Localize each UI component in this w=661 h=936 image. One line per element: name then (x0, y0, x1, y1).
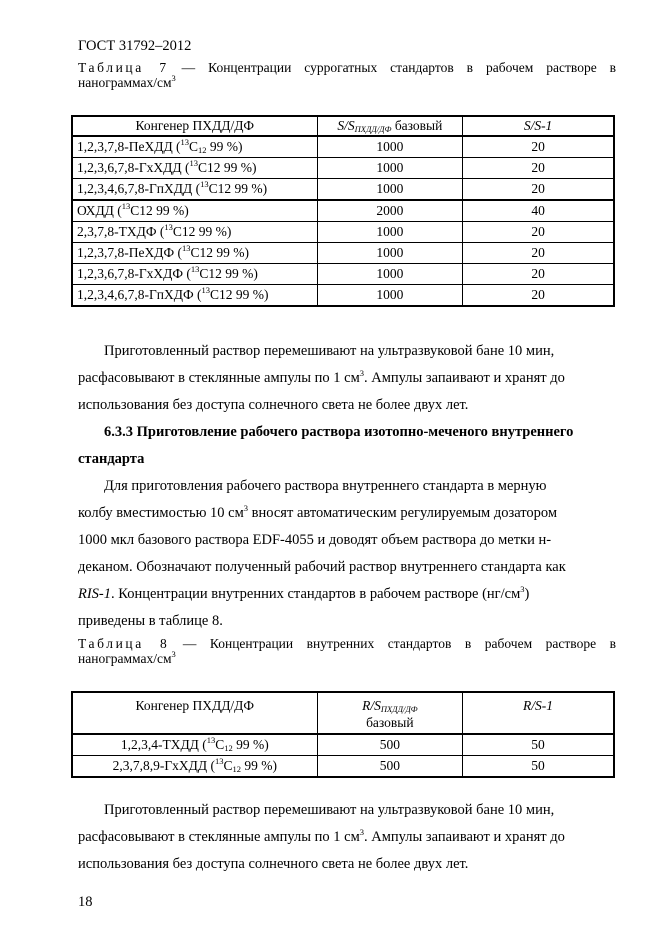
table7-caption-text: — Концентрации суррогатных стандартов в рабочем растворе в (181, 60, 617, 75)
table8-header-working: R/S-1 (463, 692, 614, 734)
text-line (78, 824, 615, 851)
congener-label: C12 99 %) (190, 245, 249, 260)
congener-cell (72, 264, 317, 285)
working-value: 50 (463, 734, 614, 756)
table8-header-row (72, 692, 614, 734)
table-row (72, 243, 614, 264)
unit-sup: 3 (520, 584, 525, 594)
isotope-sup: 13 (189, 158, 198, 168)
unit-sup: 3 (359, 368, 365, 378)
table7-header-working: S/S-1 (463, 116, 614, 136)
congener-cell (72, 136, 317, 158)
table8-header-base (317, 692, 463, 734)
table-row (72, 734, 614, 756)
congener-prefix: ОХДД ( (77, 203, 122, 218)
working-value: 20 (463, 179, 614, 201)
table7-header-base-prefix: S/S (337, 118, 355, 133)
congener-cell (72, 158, 317, 179)
table-8 (71, 691, 615, 778)
table8-caption-text: — Концентрации внутренних стандартов в рабочем растворе в (182, 636, 617, 651)
text-line (78, 500, 615, 527)
standard-header: ГОСТ 31792–2012 (78, 38, 192, 54)
congener-prefix: 1,2,3,4,6,7,8-ГпХДД ( (77, 181, 201, 196)
isotope-sup: 13 (214, 756, 224, 766)
table7-caption-sup: 3 (171, 73, 176, 83)
text-fragment: ) (524, 586, 530, 602)
section-heading-line2: стандарта (78, 451, 145, 467)
paragraph-mixing-1 (78, 338, 615, 419)
congener-label: C (223, 758, 233, 773)
base-value: 500 (317, 756, 463, 778)
congener-prefix: 2,3,7,8-ТХДФ ( (77, 224, 165, 239)
table7-caption-line2 (78, 75, 176, 91)
table8-caption (78, 636, 616, 651)
congener-label: C12 99 %) (208, 181, 268, 196)
congener-purity: 99 %) (240, 758, 277, 773)
congener-cell (72, 734, 317, 756)
base-value: 1000 (317, 136, 463, 158)
congener-cell (72, 285, 317, 307)
working-value: 50 (463, 756, 614, 778)
working-value: 20 (463, 136, 614, 158)
congener-cell (72, 179, 317, 201)
table7-header-base-sub: ПХДД/ДФ (354, 124, 392, 134)
congener-cell (72, 243, 317, 264)
text-line: использования без доступа солнечного света не более двух лет. (78, 397, 469, 413)
isotope-sub: 12 (198, 145, 207, 155)
isotope-sup: 13 (190, 264, 200, 274)
table7-caption-unit: нанограммах/см (78, 75, 172, 90)
text-line: 1000 мкл базового раствора EDF-4055 и доводят объем раствора до метки н- (78, 532, 552, 548)
congener-label: C12 99 %) (130, 203, 189, 218)
congener-prefix: 1,2,3,7,8-ПеХДФ ( (77, 245, 182, 260)
table-row (72, 285, 614, 307)
congener-label: C (189, 139, 199, 154)
isotope-sub: 12 (224, 743, 233, 753)
working-value: 20 (463, 243, 614, 264)
table8-header-congener: Конгенер ПХДД/ДФ (72, 692, 317, 734)
base-value: 1000 (317, 243, 463, 264)
congener-cell (72, 222, 317, 243)
text-fragment: . Ампулы запаивают и хранят до (364, 370, 565, 386)
congener-label: C (215, 737, 225, 752)
congener-prefix: 1,2,3,7,8-ПеХДД ( (77, 139, 181, 154)
congener-prefix: 1,2,3,4-ТХДД ( (120, 737, 207, 752)
congener-prefix: 1,2,3,6,7,8-ГхХДД ( (77, 160, 190, 175)
congener-label: C12 99 %) (197, 160, 257, 175)
text-line: Приготовленный раствор перемешивают на ультразвуковой бане 10 мин, (104, 802, 555, 818)
text-fragment: расфасовывают в стеклянные ампулы по 1 см (78, 370, 360, 386)
isotope-sup: 13 (164, 222, 173, 232)
text-fragment: . Концентрации внутренних стандартов в рабочем растворе (нг/см (111, 586, 521, 602)
table8-caption-line2 (78, 651, 176, 667)
working-value: 20 (463, 222, 614, 243)
section-heading-line1: 6.3.3 Приготовление рабочего раствора изотопно-меченого внутреннего (104, 424, 574, 440)
table-row (72, 222, 614, 243)
congener-prefix: 2,3,7,8,9-ГхХДД ( (112, 758, 215, 773)
text-fragment: . Ампулы запаивают и хранят до (364, 829, 565, 845)
congener-prefix: 1,2,3,4,6,7,8-ГпХДФ ( (77, 287, 202, 302)
text-line: Приготовленный раствор перемешивают на ультразвуковой бане 10 мин, (104, 343, 555, 359)
isotope-sup: 13 (121, 201, 131, 211)
text-line: использования без доступа солнечного света не более двух лет. (78, 856, 469, 872)
table8-caption-label: Таблица 8 (78, 636, 170, 651)
text-fragment: расфасовывают в стеклянные ампулы по 1 см (78, 829, 360, 845)
isotope-sup: 13 (200, 179, 209, 189)
base-value: 1000 (317, 264, 463, 285)
page-number: 18 (78, 894, 93, 910)
text-line: деканом. Обозначают полученный рабочий раствор внутреннего стандарта как (78, 559, 566, 575)
congener-label: C12 99 %) (199, 266, 258, 281)
table7-header-base-suffix: базовый (391, 118, 443, 133)
isotope-sub: 12 (232, 764, 241, 774)
unit-sup: 3 (243, 503, 249, 513)
base-value: 1000 (317, 222, 463, 243)
table-row (72, 136, 614, 158)
table-row (72, 756, 614, 778)
unit-sup: 3 (359, 827, 365, 837)
text-line: Для приготовления рабочего раствора внутреннего стандарта в мерную (104, 478, 547, 494)
table8-caption-sup: 3 (171, 649, 176, 659)
table7-caption (78, 60, 616, 75)
table7-header-base (317, 116, 463, 136)
table-row (72, 179, 614, 201)
table7-caption-label: Таблица 7 (78, 60, 169, 75)
congener-purity: 99 %) (232, 737, 269, 752)
congener-label: C12 99 %) (172, 224, 232, 239)
congener-purity: 99 %) (206, 139, 243, 154)
table8-header-base-prefix: R/S (362, 698, 381, 713)
paragraph-mixing-2 (78, 797, 615, 878)
working-value: 20 (463, 158, 614, 179)
base-value: 1000 (317, 179, 463, 201)
table-row (72, 200, 614, 222)
working-value: 40 (463, 200, 614, 222)
table-row (72, 158, 614, 179)
table-7 (71, 115, 615, 307)
isotope-sup: 13 (206, 735, 216, 745)
isotope-sup: 13 (180, 137, 190, 147)
base-value: 1000 (317, 158, 463, 179)
ris-label: RIS-1 (78, 586, 112, 602)
congener-cell (72, 200, 317, 222)
table7-header-row (72, 116, 614, 136)
text-line: приведены в таблице 8. (78, 613, 223, 629)
base-value: 500 (317, 734, 463, 756)
congener-cell (72, 756, 317, 778)
table8-header-base-line2: базовый (366, 715, 414, 730)
text-line (78, 581, 615, 608)
congener-label: C12 99 %) (210, 287, 269, 302)
text-fragment: колбу вместимостью 10 см (78, 505, 244, 521)
table-row (72, 264, 614, 285)
text-fragment: вносят автоматическим регулируемым дозатором (248, 505, 558, 521)
isotope-sup: 13 (181, 243, 191, 253)
table7-header-congener: Конгенер ПХДД/ДФ (72, 116, 317, 136)
table8-caption-unit: нанограммах/см (78, 651, 172, 666)
base-value: 2000 (317, 200, 463, 222)
text-line (78, 365, 615, 392)
working-value: 20 (463, 285, 614, 307)
isotope-sup: 13 (201, 285, 211, 295)
congener-prefix: 1,2,3,6,7,8-ГхХДФ ( (77, 266, 191, 281)
base-value: 1000 (317, 285, 463, 307)
section-heading (78, 419, 615, 473)
table8-header-base-sub: ПХДД/ДФ (380, 704, 418, 714)
working-value: 20 (463, 264, 614, 285)
paragraph-preparation (78, 473, 615, 635)
